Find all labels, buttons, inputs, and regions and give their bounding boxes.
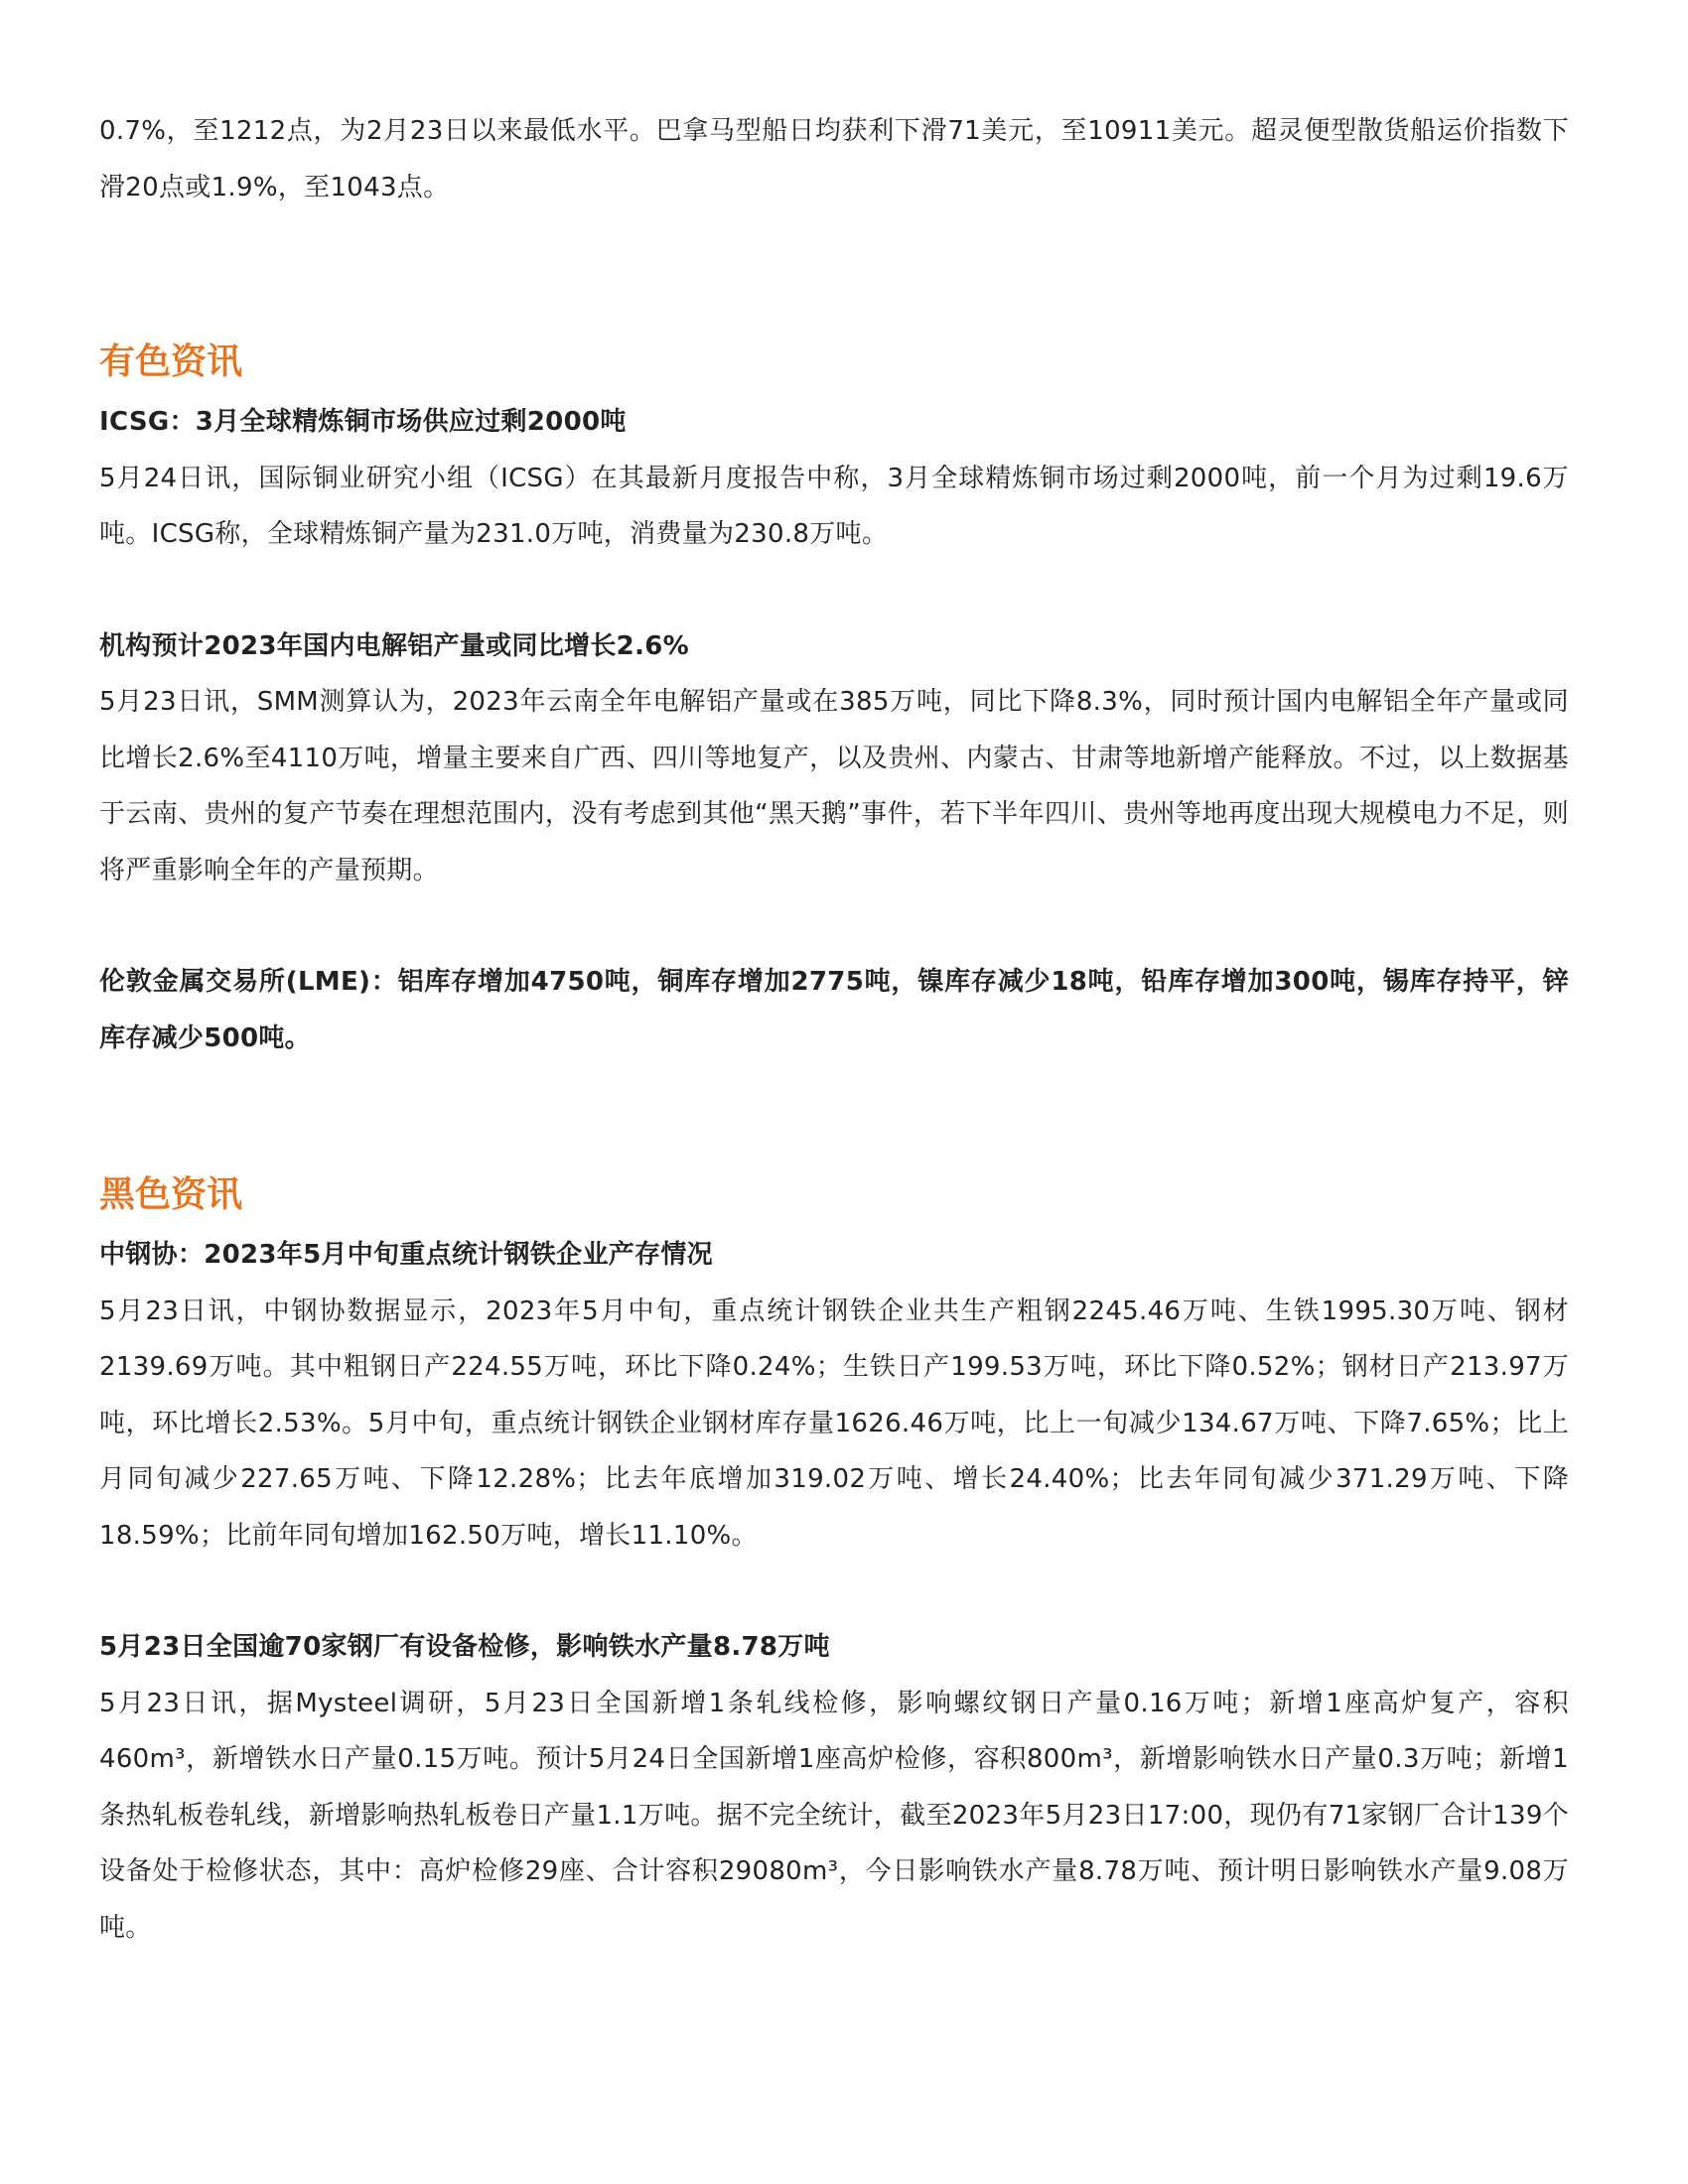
news-item [99, 954, 1569, 1066]
news-item-body: 5月23日讯，据Mysteel调研，5月23日全国新增1条轧线检修，影响螺纹钢日产量0.16万吨；新增1座高炉复产，容积460m³，新增铁水日产量0.15万吨。预计5月24日全国新增1座高炉检修，容积800m³，新增影响铁水日产量0.3万吨；新增1条热轧板卷轧线，新增影响热轧板卷日产量1.1万吨。据不完全统计，截至2023年5月23日17:00，现仍有71家钢厂合计139个设备处于检修状态，其中：高炉检修29座、合计容积29080m³，今日影响铁水产量8.78万吨、预计明日影响铁水产量9.08万吨。 [99, 1688, 1569, 1943]
document-page [99, 103, 1569, 1956]
lme-inventory-summary: 伦敦金属交易所(LME)：铝库存增加4750吨，铜库存增加2775吨，镍库存减少18吨，铅库存增加300吨，锡库存持平，锌库存减少500吨。 [99, 967, 1569, 1053]
news-item [99, 1619, 1569, 1956]
news-item-title: ICSG：3月全球精炼铜市场供应过剩2000吨 [99, 407, 627, 437]
news-item-body: 5月24日讯，国际铜业研究小组（ICSG）在其最新月度报告中称，3月全球精炼铜市场过剩2000吨，前一个月为过剩19.6万吨。ICSG称，全球精炼铜产量为231.0万吨，消费量为230.8万吨。 [99, 463, 1569, 549]
news-item-title: 机构预计2023年国内电解铝产量或同比增长2.6% [99, 630, 689, 661]
section-title-nonferrous: 有色资讯 [99, 341, 243, 382]
news-item [99, 394, 1569, 563]
news-item-body: 5月23日讯，SMM测算认为，2023年云南全年电解铝产量或在385万吨，同比下降8.3%，同时预计国内电解铝全年产量或同比增长2.6%至4110万吨，增量主要来自广西、四川等地复产，以及贵州、内蒙古、甘肃等地新增产能释放。不过，以上数据基于云南、贵州的复产节奏在理想范围内，没有考虑到其他“黑天鹅”事件，若下半年四川、贵州等地再度出现大规模电力不足，则将严重影响全年的产量预期。 [99, 687, 1569, 886]
news-item-title: 5月23日全国逾70家钢厂有设备检修，影响铁水产量8.78万吨 [99, 1632, 830, 1662]
news-item-body: 5月23日讯，中钢协数据显示，2023年5月中旬，重点统计钢铁企业共生产粗钢2245.46万吨、生铁1995.30万吨、钢材2139.69万吨。其中粗钢日产224.55万吨，环比下降0.24%；生铁日产199.53万吨，环比下降0.52%；钢材日产213.97万吨，环比增长2.53%。5月中旬，重点统计钢铁企业钢材库存量1626.46万吨，比上一旬减少134.67万吨、下降7.65%；比上月同旬减少227.65万吨、下降12.28%；比去年底增加319.02万吨、增长24.40%；比去年同旬减少371.29万吨、下降18.59%；比前年同旬增加162.50万吨，增长11.10%。 [99, 1296, 1569, 1551]
news-item-title: 中钢协：2023年5月中旬重点统计钢铁企业产存情况 [99, 1240, 713, 1270]
intro-paragraph: 0.7%，至1212点，为2月23日以来最低水平。巴拿马型船日均获利下滑71美元，至10911美元。超灵便型散货船运价指数下滑20点或1.9%，至1043点。 [99, 116, 1569, 203]
news-item [99, 1227, 1569, 1564]
news-item [99, 618, 1569, 899]
section-title-ferrous: 黑色资讯 [99, 1174, 243, 1215]
